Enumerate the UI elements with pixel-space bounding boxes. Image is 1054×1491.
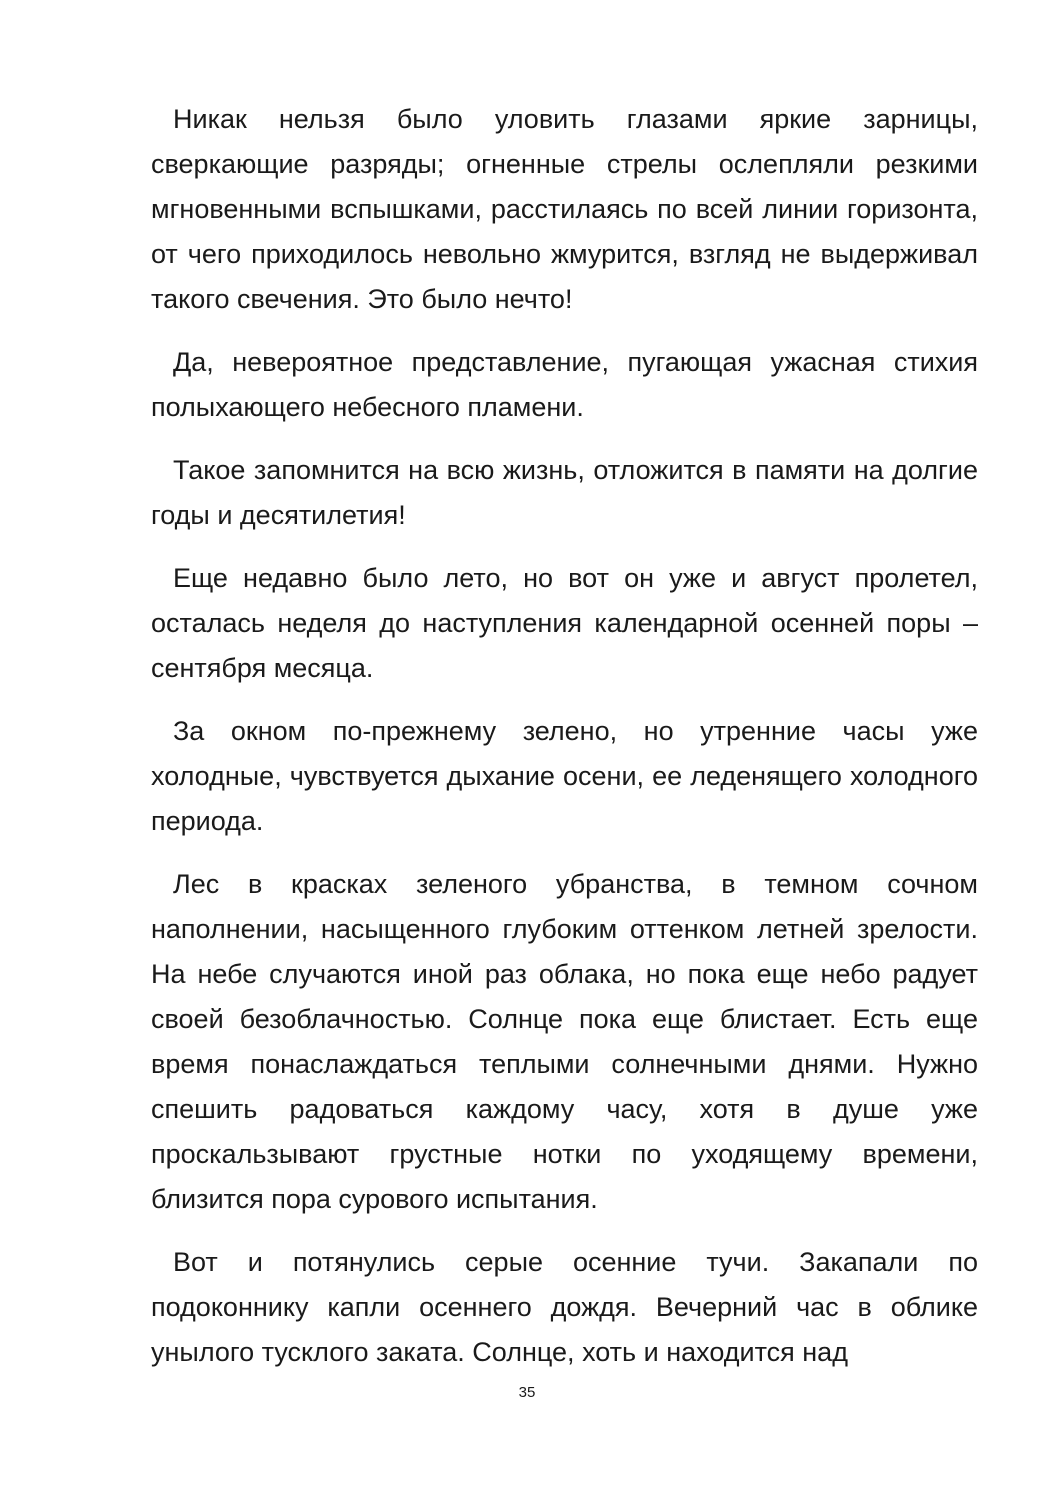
paragraph-4: Еще недавно было лето, но вот он уже и август пролетел, осталась неделя до наступления календарной осенней поры – сентября месяца. [151, 563, 978, 683]
paragraph-5: За окном по-прежнему зелено, но утренние часы уже холодные, чувствуется дыхание осени, ее леденящего холодного периода. [151, 716, 978, 836]
paragraph-2: Да, невероятное представление, пугающая ужасная стихия полыхающего небесного пламени. [151, 347, 978, 422]
paragraph-1: Никак нельзя было уловить глазами яркие зарницы, сверкающие разряды; огненные стрелы ослепляли резкими мгновенными вспышками, расстилаясь по всей линии горизонта, от чего приходилось невольно жмурится, взгляд не выдерживал такого свечения. Это было нечто! [151, 104, 978, 314]
paragraph-3: Такое запомнится на всю жизнь, отложится в памяти на долгие годы и десятилетия! [151, 455, 978, 530]
body-text [151, 97, 978, 1393]
page-number: 35 [518, 1384, 536, 1401]
paragraph-6: Лес в красках зеленого убранства, в темном сочном наполнении, насыщенного глубоким оттенком летней зрелости. На небе случаются иной раз облака, но пока еще небо радует своей безоблачностью. Солнце пока еще блистает. Есть еще время понаслаждаться теплыми солнечными днями. Нужно спешить радоваться каждому часу, хотя в душе уже проскальзывают грустные нотки по уходящему времени, близится пора сурового испытания. [151, 869, 978, 1214]
paragraph-7: Вот и потянулись серые осенние тучи. Закапали по подоконнику капли осеннего дождя. Вечерний час в облике унылого тусклого заката. Солнце, хоть и находится над [151, 1247, 978, 1367]
